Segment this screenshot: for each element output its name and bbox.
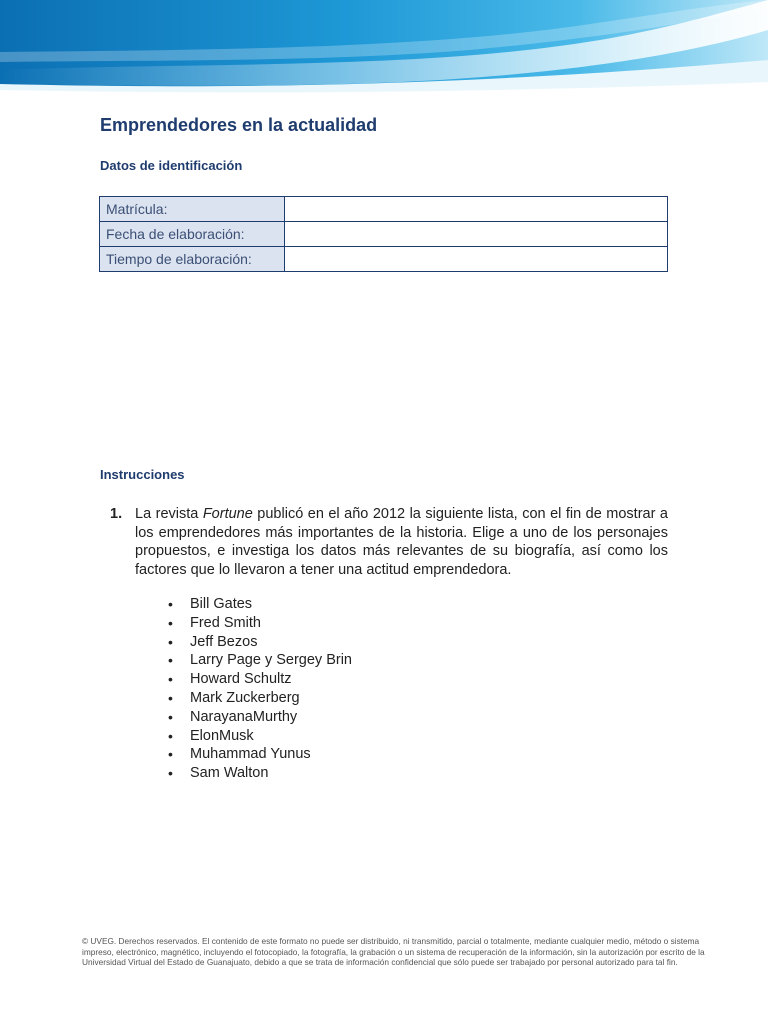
entrepreneur-list <box>168 595 352 783</box>
instruction-text-before: La revista <box>135 506 203 522</box>
bullet-icon: • <box>168 633 173 650</box>
table-row <box>100 247 668 272</box>
list-item <box>168 745 352 764</box>
instruction-text <box>135 505 668 579</box>
identification-table <box>99 196 668 272</box>
identification-heading: Datos de identificación <box>100 158 243 173</box>
list-item-label: Bill Gates <box>190 596 253 612</box>
bullet-icon: • <box>168 765 173 782</box>
value-matricula[interactable] <box>285 197 668 222</box>
list-item-label: Jeff Bezos <box>190 633 258 650</box>
list-item <box>168 708 352 727</box>
document-title: Emprendedores en la actualidad <box>100 115 378 135</box>
list-item <box>168 727 352 746</box>
label-fecha-elaboracion: Fecha de elaboración: <box>100 222 285 247</box>
list-item <box>168 764 352 783</box>
list-item-label: Muhammad Yunus <box>190 746 311 763</box>
instruction-text-after: publicó en el año 2012 la siguiente lista, con el fin de mostrar a los emprendedores más importantes de la historia. Elige a uno de los personajes propuestos, e investiga los datos más relevantes de su biografía, así como los factores que lo llevaron a tener una actitud emprendedora. <box>135 506 668 578</box>
table-row <box>100 222 668 247</box>
label-matricula: Matrícula: <box>100 197 285 222</box>
list-item-label: Larry Page y Sergey Brin <box>190 652 352 669</box>
list-item-label: NarayanaMurthy <box>190 708 298 725</box>
list-item-label: Sam Walton <box>190 765 269 782</box>
bullet-icon: • <box>168 689 173 706</box>
list-item-label: ElonMusk <box>190 727 254 744</box>
list-item-label: Fred Smith <box>190 614 261 631</box>
magazine-name: Fortune <box>202 506 253 522</box>
instructions-heading: Instrucciones <box>100 467 185 482</box>
list-item <box>168 595 352 614</box>
label-tiempo-elaboracion: Tiempo de elaboración: <box>100 247 285 272</box>
list-item-label: Howard Schultz <box>190 671 292 688</box>
bullet-icon: • <box>168 708 173 725</box>
bullet-icon: • <box>168 614 173 631</box>
table-row <box>100 197 668 222</box>
value-tiempo-elaboracion[interactable] <box>285 247 668 272</box>
list-item <box>168 651 352 670</box>
list-item <box>168 670 352 689</box>
bullet-icon: • <box>168 746 173 763</box>
instruction-item <box>110 505 668 579</box>
list-item <box>168 614 352 633</box>
value-fecha-elaboracion[interactable] <box>285 222 668 247</box>
bullet-icon: • <box>168 652 173 669</box>
list-item-label: Mark Zuckerberg <box>190 689 300 706</box>
bullet-icon: • <box>168 671 173 688</box>
list-item <box>168 689 352 708</box>
copyright-footer: © UVEG. Derechos reservados. El contenido de este formato no puede ser distribuido, ni transmitido, parcial o totalmente, mediante cualquier medio, método o sistema impreso, electrónico, magnético, incluyendo el fotocopiado, la fotografía, la grabación o un sistema de recuperación de la información, sin la autorización por escrito de la Universidad Virtual del Estado de Guanajuato, debido a que se trata de información confidencial que sólo puede ser trabajado por personal autorizado para tal fin. <box>82 936 705 967</box>
instruction-number: 1. <box>110 506 123 522</box>
header-wave-graphic <box>0 0 768 96</box>
list-item <box>168 633 352 652</box>
header-banner <box>0 0 768 96</box>
bullet-icon: • <box>168 727 173 744</box>
bullet-icon: • <box>168 596 173 612</box>
